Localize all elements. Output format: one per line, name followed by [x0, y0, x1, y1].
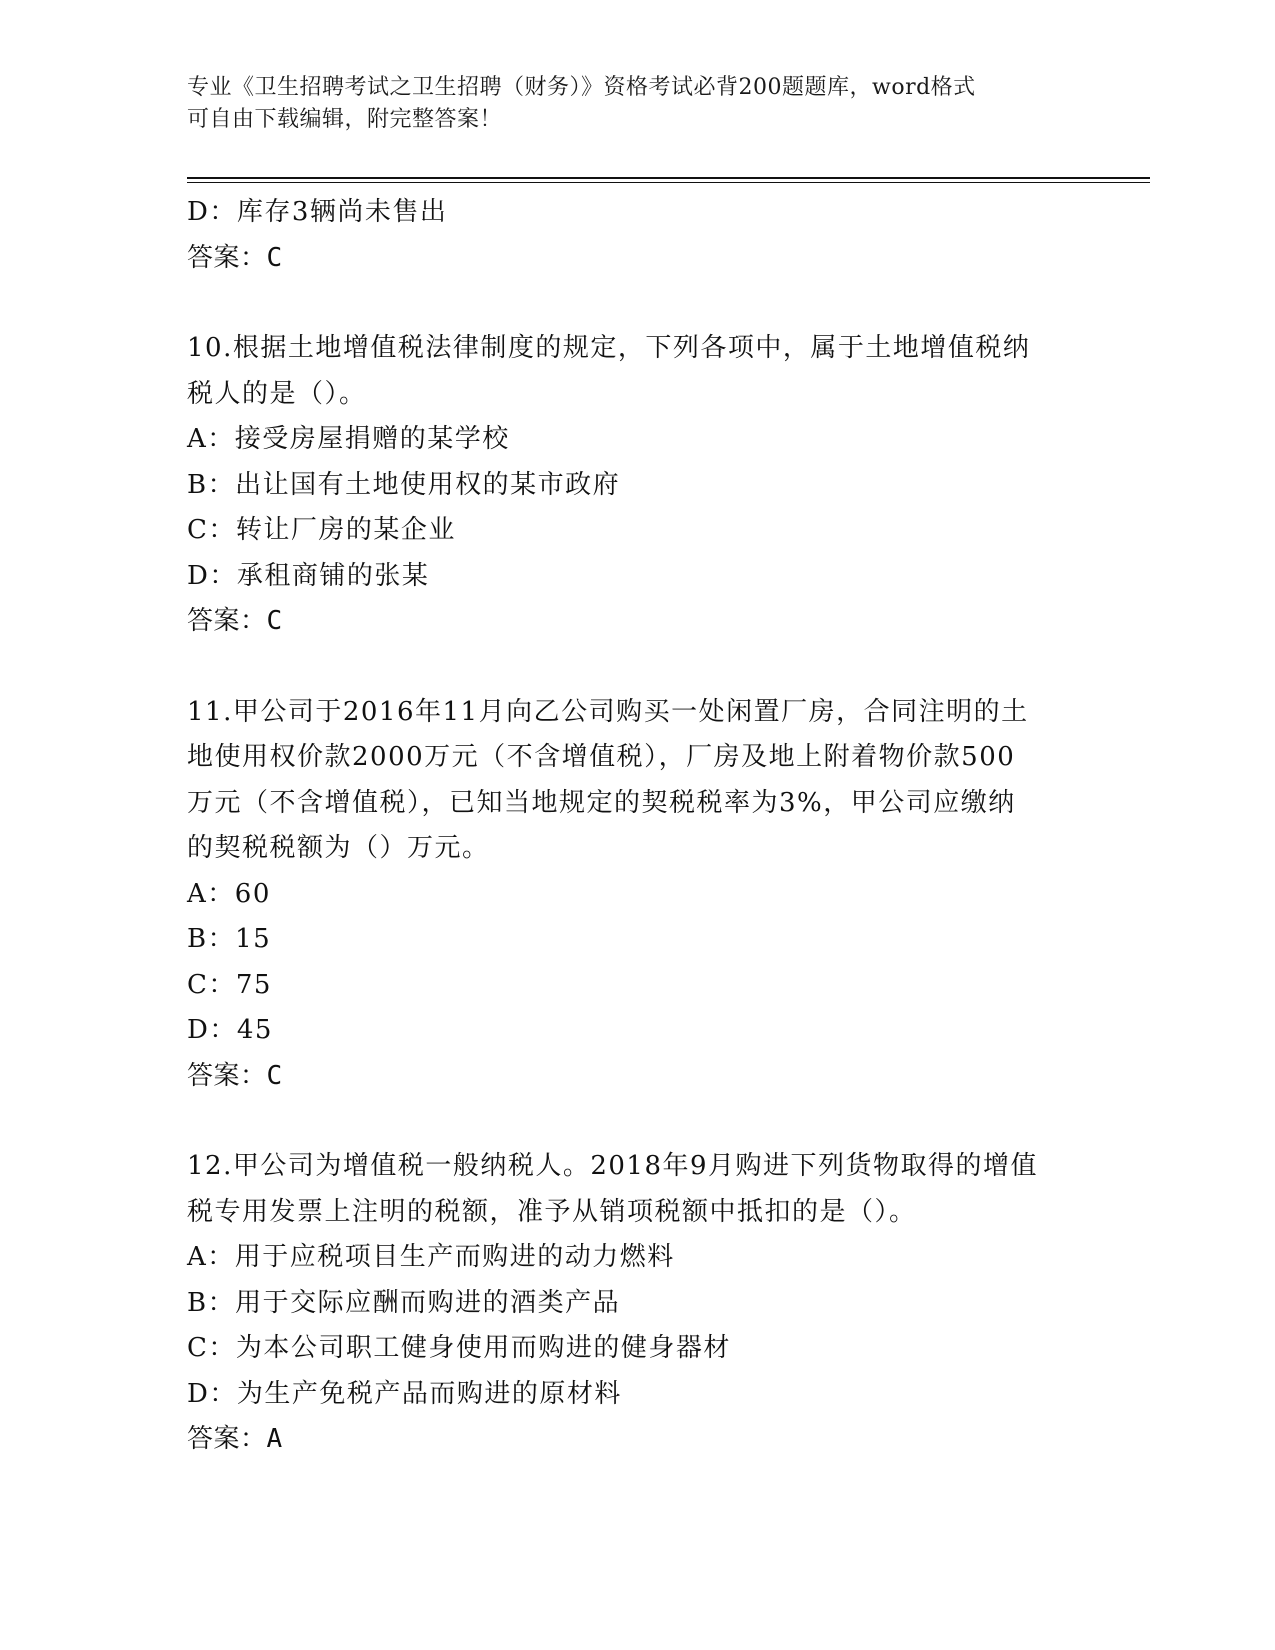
answer: 答案：C	[187, 606, 283, 636]
option-d: D：库存3辆尚未售出	[187, 197, 448, 227]
question-stem-line: 10.根据土地增值税法律制度的规定，下列各项中，属于土地增值税纳	[187, 333, 1031, 363]
answer: 答案：C	[187, 1060, 283, 1091]
page-header	[187, 72, 1087, 136]
option-b: B：出让国有土地使用权的某市政府	[187, 469, 621, 500]
question-stem-line: 12.甲公司为增值税一般纳税人。2018年9月购进下列货物取得的增值	[187, 1151, 1039, 1181]
header-divider-thick	[187, 177, 1150, 179]
option-c: C：75	[187, 969, 272, 1000]
option-d: D：承租商铺的张某	[187, 560, 430, 591]
question-12	[187, 1144, 1087, 1463]
document-body	[187, 190, 1087, 1463]
question-11	[187, 690, 1087, 1100]
option-a: A：用于应税项目生产而购进的动力燃料	[187, 1242, 675, 1272]
header-title-line-2: 可自由下载编辑，附完整答案！	[187, 107, 503, 132]
question-stem-line: 税人的是（）。	[187, 378, 367, 409]
question-stem-line: 11.甲公司于2016年11月向乙公司购买一处闲置厂房，合同注明的土	[187, 696, 1029, 727]
option-d: D：为生产免税产品而购进的原材料	[187, 1378, 622, 1409]
question-stem-line: 的契税税额为（）万元。	[187, 833, 490, 863]
option-a: A：接受房屋捐赠的某学校	[187, 424, 510, 454]
carryover-question	[187, 190, 1087, 281]
answer: 答案：C	[187, 242, 283, 273]
answer: 答案：A	[187, 1424, 283, 1454]
header-divider-thin	[187, 182, 1150, 183]
option-d: D：45	[187, 1015, 273, 1045]
header-title-line-1: 专业《卫生招聘考试之卫生招聘（财务）》资格考试必背200题题库，word格式	[187, 75, 976, 100]
question-stem-line: 税专用发票上注明的税额，准予从销项税额中抵扣的是（）。	[187, 1196, 917, 1227]
option-b: B：用于交际应酬而购进的酒类产品	[187, 1287, 621, 1318]
question-stem-line: 万元（不含增值税），已知当地规定的契税税率为3%，甲公司应缴纳	[187, 787, 1016, 818]
question-stem-line: 地使用权价款2000万元（不含增值税），厂房及地上附着物价款500	[187, 742, 1016, 772]
option-c: C：转让厂房的某企业	[187, 515, 456, 545]
option-a: A：60	[187, 878, 271, 909]
question-10	[187, 326, 1087, 645]
option-b: B：15	[187, 924, 272, 954]
option-c: C：为本公司职工健身使用而购进的健身器材	[187, 1333, 731, 1363]
